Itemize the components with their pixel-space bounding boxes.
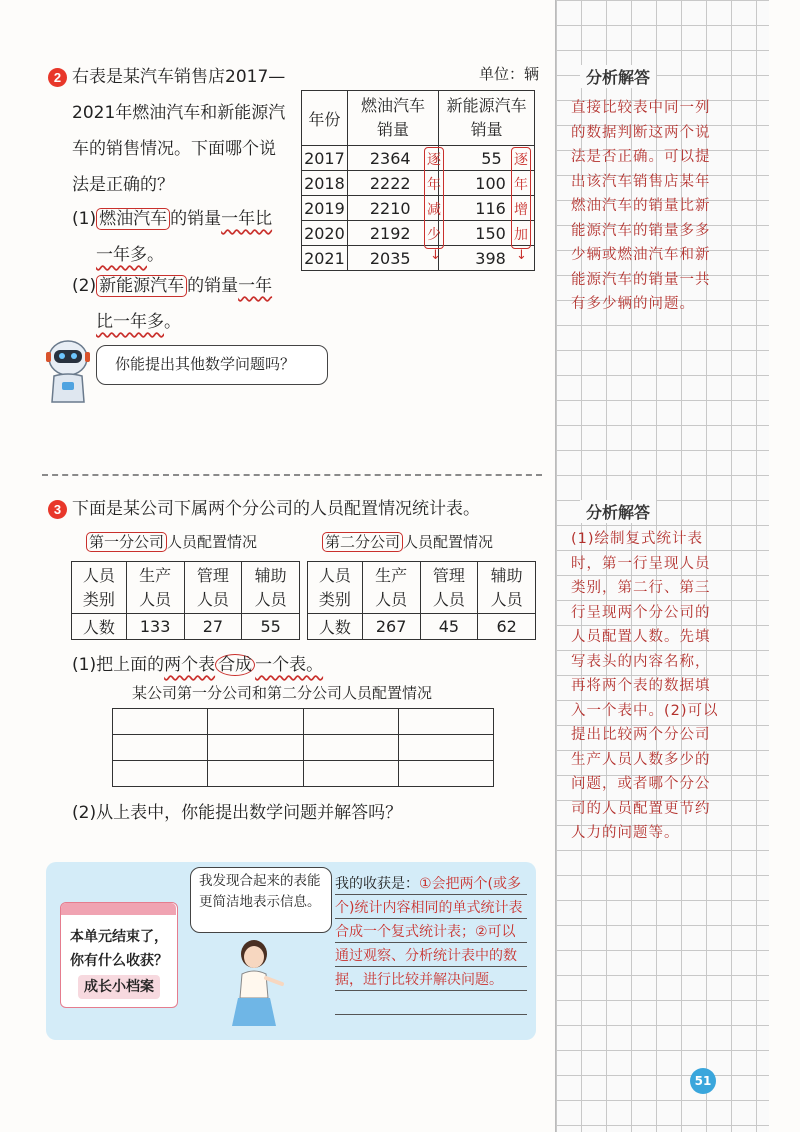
blank-cell[interactable] [398, 761, 493, 787]
header-ev: 新能源汽车销量 [439, 91, 535, 146]
branch-2-table [307, 561, 536, 640]
branch-1-table [71, 561, 300, 640]
boxed-ev: 新能源汽车 [96, 275, 187, 297]
blank-cell[interactable] [398, 709, 493, 735]
question-2-text [72, 59, 312, 203]
robot-speech-bubble: 你能提出其他数学问题吗？ [96, 345, 328, 385]
q2-line-2: 2021年燃油汽车和新能源汽 [72, 103, 286, 123]
fuel-cell: 2035 [347, 246, 438, 271]
value-cell: 267 [362, 614, 420, 640]
note-line [335, 894, 527, 895]
note-line [335, 1014, 527, 1015]
girl-speech-bubble: 我发现合起来的表能更简洁地表示信息。 [190, 867, 332, 933]
archive-card-header [61, 903, 176, 915]
header-fuel: 燃油汽车销量 [347, 91, 438, 146]
page-number: 51 [690, 1068, 716, 1094]
header-cell: 管理人员 [184, 562, 242, 614]
fuel-trend-note: 逐 年 减 少 [424, 147, 444, 249]
blank-cell[interactable] [113, 709, 208, 735]
ev-trend-arrow-icon: ↓ [516, 248, 527, 263]
value-cell: 62 [478, 614, 536, 640]
combined-table-blank [112, 708, 494, 787]
girl-figure-icon [224, 938, 290, 1030]
value-cell: 55 [242, 614, 300, 640]
q2-line-1: 右表是某汽车销售店2017— [72, 67, 286, 87]
ev-cell: 55 [439, 146, 535, 171]
sidebar-title-1: 分析解答 [580, 65, 656, 88]
archive-label: 成长小档案 [78, 975, 160, 999]
blank-cell[interactable] [303, 735, 398, 761]
question-2-badge: 2 [48, 68, 67, 87]
note-line [335, 966, 527, 967]
note-line [335, 942, 527, 943]
sidebar-answer-2: (1)绘制复式统计表时，第一行呈现人员类别，第二行、第三行呈现两个分公司的人员配置人数。先填写表头的内容名称，再将两个表的数据填入一个表中。(2)可以提出比较两个分公司生产人员人数多少的问题，或者哪个分公司的人员配置更节约人力的问题等。 [571, 531, 719, 841]
q2-option-2: (2) 新能源汽车 的销量一年 比一年多。 [72, 276, 273, 332]
blank-cell[interactable] [208, 735, 303, 761]
fuel-cell: 2192 [347, 221, 438, 246]
boxed-fuel-car: 燃油汽车 [96, 208, 170, 230]
q2-line-3: 车的销售情况。下面哪个说 [72, 139, 276, 159]
blank-cell[interactable] [303, 709, 398, 735]
note-line [335, 990, 527, 991]
unit-label: 单位：辆 [479, 65, 540, 83]
value-cell: 45 [420, 614, 478, 640]
q2-option-1: (1) 燃油汽车 的销量一年比 一年多。 [72, 209, 273, 265]
archive-card: 本单元结束了， 你有什么收获？ 成长小档案 [60, 902, 178, 1008]
header-cell: 管理人员 [420, 562, 478, 614]
q2-line-4: 法是正确的？ [72, 175, 174, 195]
note-line [335, 918, 527, 919]
fuel-cell: 2364 [347, 146, 438, 171]
blank-cell[interactable] [113, 735, 208, 761]
ev-cell: 150 [439, 221, 535, 246]
sidebar-answer-1: 直接比较表中同一列的数据判断这两个说法是否正确。可以提出该汽车销售店某年燃油汽车的销量比新能源汽车的销量多多少辆或燃油汽车和新能源汽车的销量一共有多少辆的问题。 [571, 100, 711, 312]
table-1-title: 第一分公司 人员配置情况 [86, 531, 257, 552]
header-cell: 辅助人员 [478, 562, 536, 614]
header-cell: 生产人员 [362, 562, 420, 614]
blank-cell[interactable] [208, 709, 303, 735]
blank-cell[interactable] [303, 761, 398, 787]
archive-notes: 我的收获是：①会把两个(或多个)统计内容相同的单式统计表合成一个复式统计表；②可以通过观察、分析统计表中的数据，进行比较并解决问题。 [335, 872, 527, 1022]
value-cell: 27 [184, 614, 242, 640]
blank-cell[interactable] [398, 735, 493, 761]
blank-cell[interactable] [113, 761, 208, 787]
year-cell: 2019 [302, 196, 348, 221]
year-cell: 2020 [302, 221, 348, 246]
header-cell: 生产人员 [126, 562, 184, 614]
header-cell: 辅助人员 [242, 562, 300, 614]
value-cell: 133 [126, 614, 184, 640]
year-cell: 2017 [302, 146, 348, 171]
year-cell: 2018 [302, 171, 348, 196]
sidebar-title-2: 分析解答 [580, 500, 656, 523]
q3-sub-2: (2)从上表中，你能提出数学问题并解答吗？ [72, 803, 403, 823]
fuel-trend-arrow-icon: ↓ [430, 248, 441, 263]
question-3-text: 下面是某公司下属两个分公司的人员配置情况统计表。 [72, 499, 480, 519]
q3-sub-1: (1)把上面的两个表 合成 一个表。 [72, 655, 324, 675]
fuel-cell: 2222 [347, 171, 438, 196]
ev-trend-note: 逐 年 增 加 [511, 147, 531, 249]
question-3-badge: 3 [48, 500, 67, 519]
fuel-cell: 2210 [347, 196, 438, 221]
ev-cell: 100 [439, 171, 535, 196]
row-label: 人数 [72, 614, 127, 640]
section-divider [42, 474, 542, 476]
header-year: 年份 [302, 91, 348, 146]
ev-cell: 398 [439, 246, 535, 271]
year-cell: 2021 [302, 246, 348, 271]
table-2-title: 第二分公司 人员配置情况 [322, 531, 493, 552]
header-cell: 人员类别 [72, 562, 127, 614]
header-cell: 人员类别 [308, 562, 363, 614]
row-label: 人数 [308, 614, 363, 640]
car-sales-table [301, 90, 535, 271]
combined-table-title: 某公司第一分公司和第二分公司人员配置情况 [132, 684, 433, 702]
robot-icon [44, 338, 92, 404]
ev-cell: 116 [439, 196, 535, 221]
blank-cell[interactable] [208, 761, 303, 787]
